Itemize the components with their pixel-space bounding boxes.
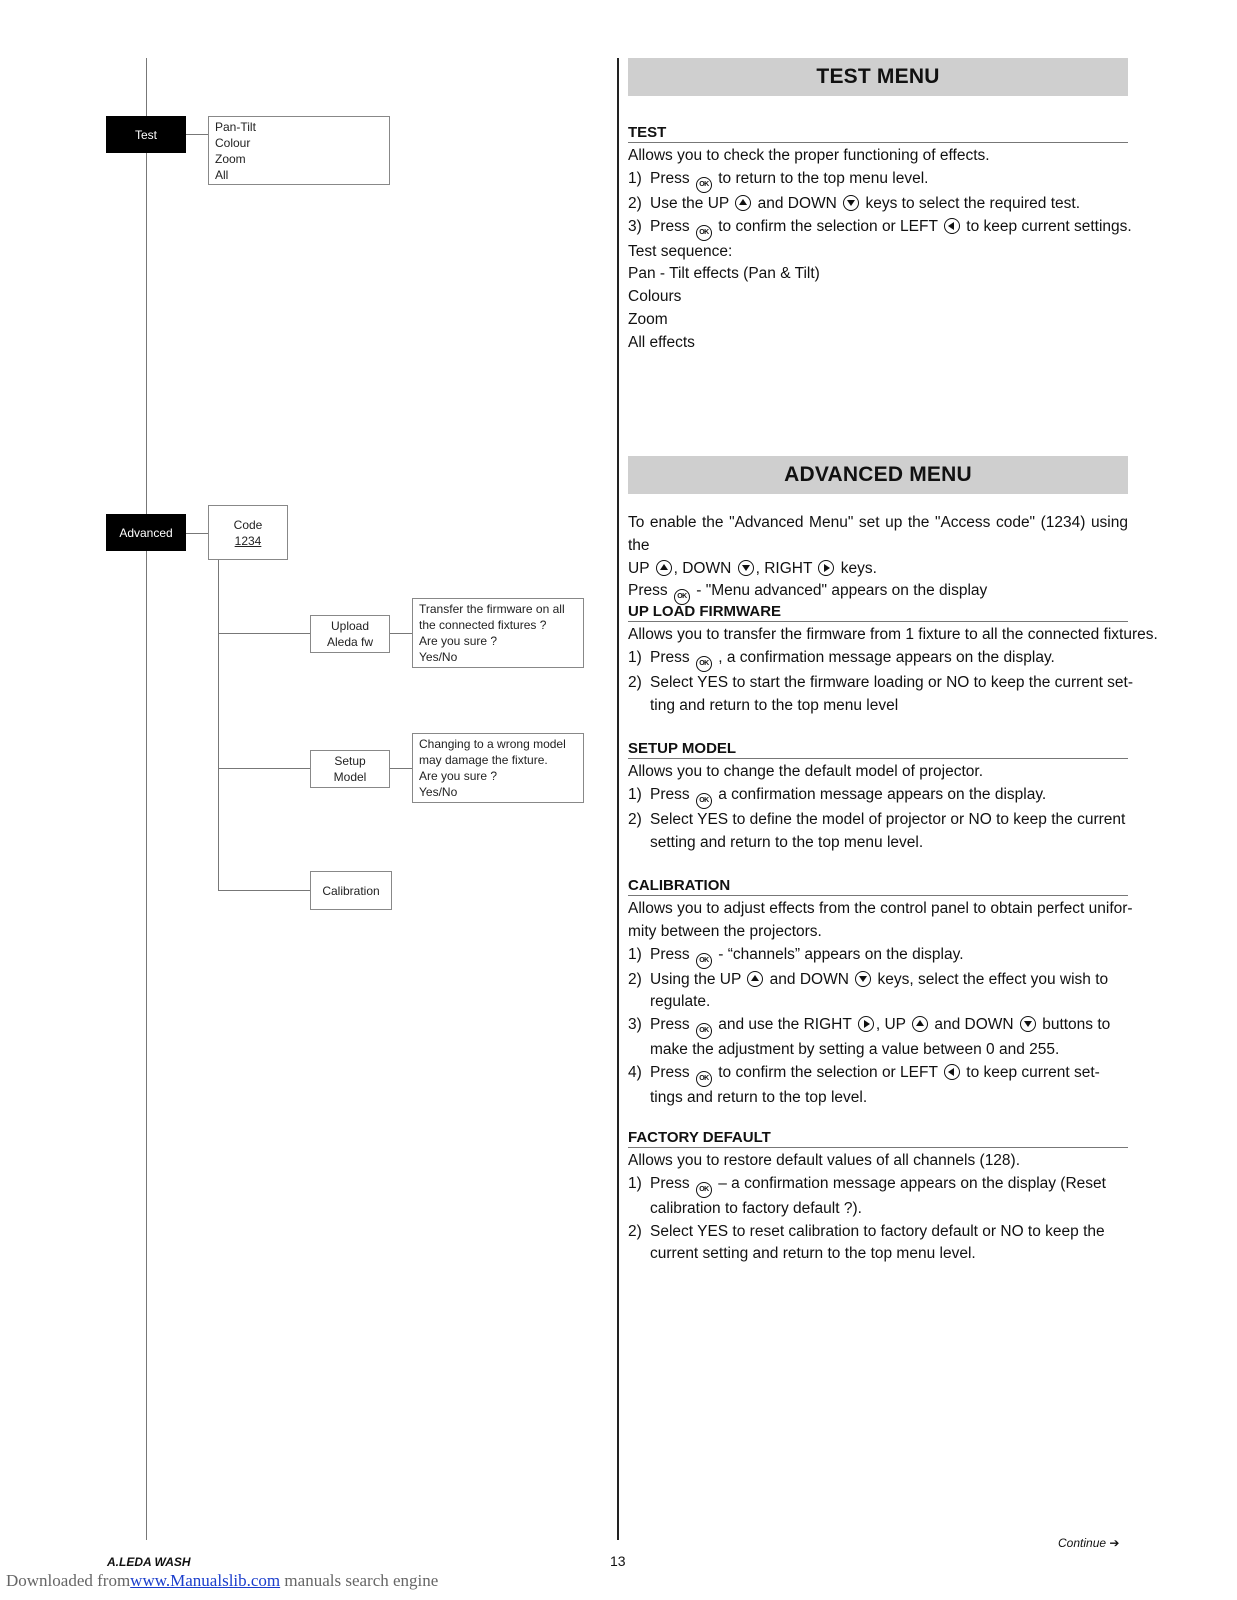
factory-step-1-cont: calibration to factory default ?). [650, 1199, 862, 1217]
setup-intro: Allows you to change the default model of projector. [628, 763, 983, 780]
upload-firmware-node [310, 615, 390, 653]
upload-message-line: the connected fixtures ? [419, 618, 547, 632]
setup-step-2: 2) Select YES to define the model of projector or NO to keep the current [628, 810, 1126, 828]
setup-model-body [628, 761, 1128, 854]
setup-step-2-cont: setting and return to the top menu level. [650, 833, 924, 851]
up-key-icon [735, 195, 751, 211]
advanced-intro [628, 512, 1128, 605]
upload-message-line: Transfer the firmware on all [419, 602, 565, 616]
ok-key-icon [696, 177, 712, 193]
calibration-step-3: 3) Press OK and use the RIGHT , UP and DOWN buttons to [628, 1014, 1128, 1039]
upload-message-connector [390, 633, 412, 634]
test-connector [186, 134, 208, 135]
continue-label: Continue ➔ [1058, 1536, 1120, 1550]
test-option: Pan-Tilt [215, 120, 256, 134]
setup-model-title: SETUP MODEL [628, 740, 1128, 759]
calibration-title: CALIBRATION [628, 877, 1128, 896]
brand-label: A.LEDA WASH [107, 1555, 191, 1569]
test-sequence-label: Test sequence: [628, 242, 733, 260]
calibration-step-1: 1) Press OK - “channels” appears on the display. [628, 944, 1128, 969]
upload-label-2: Aleda fw [326, 635, 374, 649]
setup-step-1: 1) Press OK a confirmation message appears on the display. [628, 784, 1128, 809]
right-key-icon [818, 560, 834, 576]
upload-connector [218, 633, 310, 634]
factory-intro: Allows you to restore default values of all channels (128). [628, 1152, 1021, 1169]
ok-key-icon [696, 1071, 712, 1087]
setup-connector [218, 768, 310, 769]
setup-label-2: Model [333, 770, 367, 784]
upload-message-box [412, 598, 584, 668]
left-key-icon [944, 1064, 960, 1080]
setup-message-line: Changing to a wrong model [419, 737, 566, 751]
setup-message-line: Yes/No [419, 785, 458, 799]
advanced-menu-band-title: ADVANCED MENU [784, 463, 972, 486]
upload-label-1: Upload [330, 619, 370, 633]
calibration-step-2: 2) Using the UP and DOWN keys, select the effect you wish to [628, 970, 1109, 988]
calibration-step-4: 4) Press OK to confirm the selection or LEFT to keep current set- [628, 1062, 1128, 1087]
watermark-prefix: Downloaded from [6, 1571, 131, 1590]
calibration-intro-1: Allows you to adjust effects from the control panel to obtain perfect unifor- [628, 900, 1133, 917]
setup-message-line: may damage the fixture. [419, 753, 548, 767]
upload-step-1: 1) Press OK , a confirmation message appears on the display. [628, 647, 1128, 672]
calibration-node [310, 871, 392, 910]
setup-message-line: Are you sure ? [419, 769, 498, 783]
advanced-intro-line-1: To enable the "Advanced Menu" set up the "Access code" (1234) using the [628, 514, 1128, 554]
down-key-icon [843, 195, 859, 211]
test-step-1: 1) Press OK to return to the top menu level. [628, 168, 1128, 193]
up-key-icon [656, 560, 672, 576]
down-key-icon [738, 560, 754, 576]
calibration-body [628, 898, 1133, 1110]
setup-message-connector [390, 768, 412, 769]
upload-firmware-title: UP LOAD FIRMWARE [628, 603, 1128, 622]
test-intro: Allows you to check the proper functioning of effects. [628, 147, 990, 164]
test-menu-band-title: TEST MENU [816, 65, 940, 88]
code-label: Code [233, 517, 263, 532]
up-key-icon [747, 971, 763, 987]
test-section-body [628, 145, 1132, 355]
factory-default-body [628, 1150, 1128, 1266]
factory-step-2-cont: current setting and return to the top menu level. [650, 1245, 976, 1263]
upload-message-line: Are you sure ? [419, 634, 498, 648]
test-menu-node-label: Test [134, 127, 157, 142]
test-option: All [215, 168, 229, 182]
advanced-intro-line-3: Press OK - "Menu advanced" appears on the display [628, 580, 1128, 605]
right-key-icon [858, 1016, 874, 1032]
test-option: Colour [215, 136, 251, 150]
ok-key-icon [696, 1182, 712, 1198]
upload-step-2-cont: ting and return to the top menu level [650, 696, 899, 714]
ok-key-icon [696, 793, 712, 809]
calibration-label: Calibration [322, 883, 380, 898]
down-key-icon [1020, 1016, 1036, 1032]
code-box [208, 505, 288, 560]
setup-label-1: Setup [334, 754, 366, 768]
test-sequence-item: Colours [628, 288, 682, 306]
ok-key-icon [696, 225, 712, 241]
setup-model-node [310, 750, 390, 788]
column-divider [617, 58, 619, 1540]
calibration-step-3-cont: make the adjustment by setting a value between 0 and 255. [650, 1041, 1060, 1059]
code-value: 1234 [234, 533, 262, 548]
advanced-branch-line [218, 560, 219, 890]
test-menu-node [106, 116, 186, 153]
diagram-main-line [146, 58, 147, 1540]
ok-key-icon [696, 656, 712, 672]
page-number: 13 [610, 1553, 626, 1569]
test-step-3: 3) Press OK to confirm the selection or LEFT to keep current settings. [628, 216, 1128, 241]
manualslib-link[interactable]: www.Manualslib.com [130, 1571, 281, 1590]
test-sequence-item: Pan - Tilt effects (Pan & Tilt) [628, 265, 820, 283]
factory-default-title: FACTORY DEFAULT [628, 1129, 1128, 1148]
calibration-step-4-cont: tings and return to the top level. [650, 1088, 868, 1106]
calibration-step-2-cont: regulate. [650, 993, 711, 1011]
advanced-intro-line-2: UP , DOWN , RIGHT keys. [628, 559, 877, 577]
test-sequence-item: Zoom [628, 310, 668, 328]
factory-step-1: 1) Press OK – a confirmation message appears on the display (Reset [628, 1173, 1128, 1198]
test-menu-band [628, 58, 1128, 96]
download-watermark [6, 1571, 438, 1591]
left-key-icon [944, 218, 960, 234]
up-key-icon [912, 1016, 928, 1032]
advanced-menu-band [628, 456, 1128, 494]
test-section-title: TEST [628, 124, 1128, 143]
upload-intro: Allows you to transfer the firmware from 1 fixture to all the connected fixtures. [628, 626, 1158, 643]
advanced-menu-node [106, 514, 186, 551]
ok-key-icon [696, 953, 712, 969]
test-sequence-item: All effects [628, 333, 695, 351]
advanced-connector [186, 533, 208, 534]
setup-message-box [412, 733, 584, 803]
calibration-connector [218, 890, 310, 891]
test-step-2: 2) Use the UP and DOWN keys to select the required test. [628, 194, 1081, 212]
upload-firmware-body [628, 624, 1158, 717]
factory-step-2: 2) Select YES to reset calibration to factory default or NO to keep the [628, 1222, 1105, 1240]
down-key-icon [855, 971, 871, 987]
watermark-suffix: manuals search engine [280, 1571, 439, 1590]
calibration-intro-2: mity between the projectors. [628, 922, 822, 940]
test-option: Zoom [215, 152, 246, 166]
upload-step-2: 2) Select YES to start the firmware loading or NO to keep the current set- [628, 673, 1134, 691]
ok-key-icon [696, 1023, 712, 1039]
advanced-menu-node-label: Advanced [119, 525, 173, 540]
upload-message-line: Yes/No [419, 650, 458, 664]
test-options-box [208, 116, 390, 185]
